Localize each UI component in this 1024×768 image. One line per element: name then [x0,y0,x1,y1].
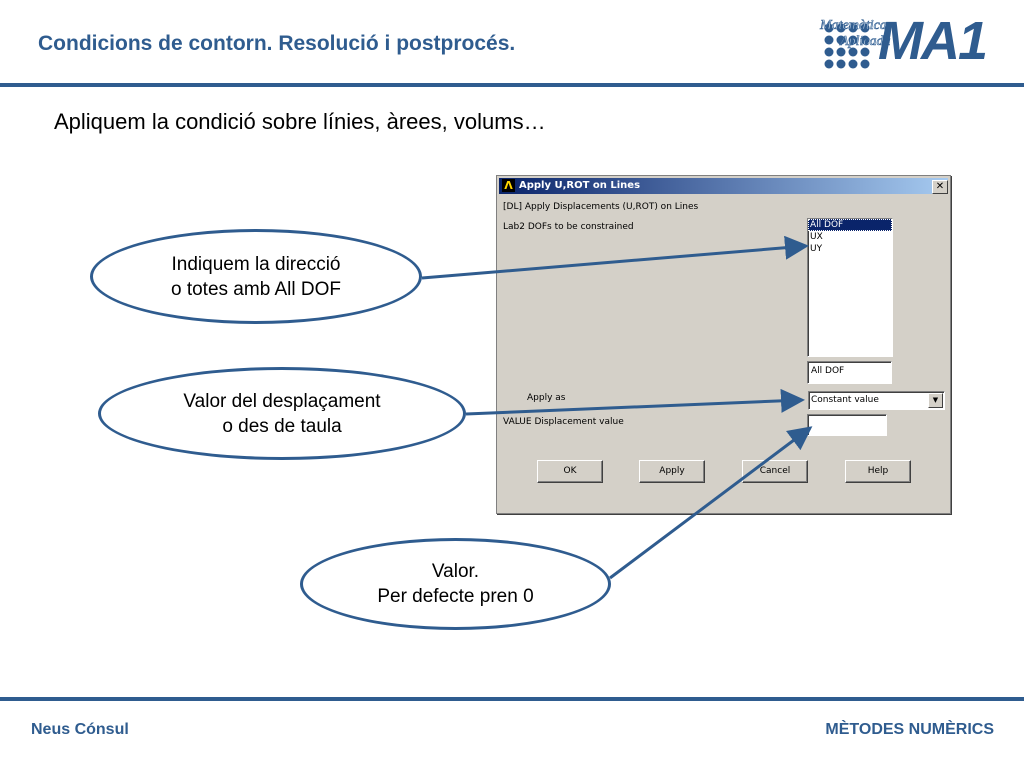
slide-title: Condicions de contorn. Resolució i postprocés. [38,32,516,55]
dof-option-ux[interactable]: UX [810,232,823,242]
callout-displacement-line2: o des de taula [222,415,342,437]
apply-as-value: Constant value [811,395,879,405]
lab2-label: Lab2 DOFs to be constrained [503,222,634,232]
footer-author: Neus Cónsul [31,721,129,738]
ansys-icon: Λ [502,179,515,192]
callout-value-line2: Per defecte pren 0 [377,586,534,607]
logo-text-line2: Aplicada [840,34,891,49]
dof-option-all[interactable]: All DOF [808,219,892,231]
chevron-down-icon[interactable]: ▼ [928,393,943,408]
arrow-value [610,428,810,578]
apply-as-label: Apply as [527,393,566,403]
command-line-label: [DL] Apply Displacements (U,ROT) on Lines [503,202,699,212]
selected-dof-field: All DOF [807,361,892,384]
arrow-direction [422,246,806,278]
dialog-title: Apply U,ROT on Lines [519,180,641,191]
callout-displacement-line1: Valor del desplaçament [183,390,381,412]
callout-direction-line2: o totes amb All DOF [170,278,341,300]
callout-value-line1: Valor. [431,561,480,582]
slide-subtitle: Apliquem la condició sobre línies, àrees, volums… [54,109,546,134]
arrow-displacement [466,400,802,414]
footer-course: MÈTODES NUMÈRICS [825,721,994,738]
callout-direction-line1: Indiquem la direcció [171,253,341,275]
ok-button[interactable]: OK [537,460,603,483]
apply-button[interactable]: Apply [639,460,705,483]
value-label: VALUE Displacement value [503,417,624,427]
logo-text-line1: Matemàtica [820,18,887,33]
dof-option-uy[interactable]: UY [810,244,823,254]
help-button[interactable]: Help [845,460,911,483]
cancel-button[interactable]: Cancel [742,460,808,483]
close-icon: ✕ [935,181,945,192]
logo-mark: MA1 [878,11,987,71]
footer-rule [0,697,1024,701]
